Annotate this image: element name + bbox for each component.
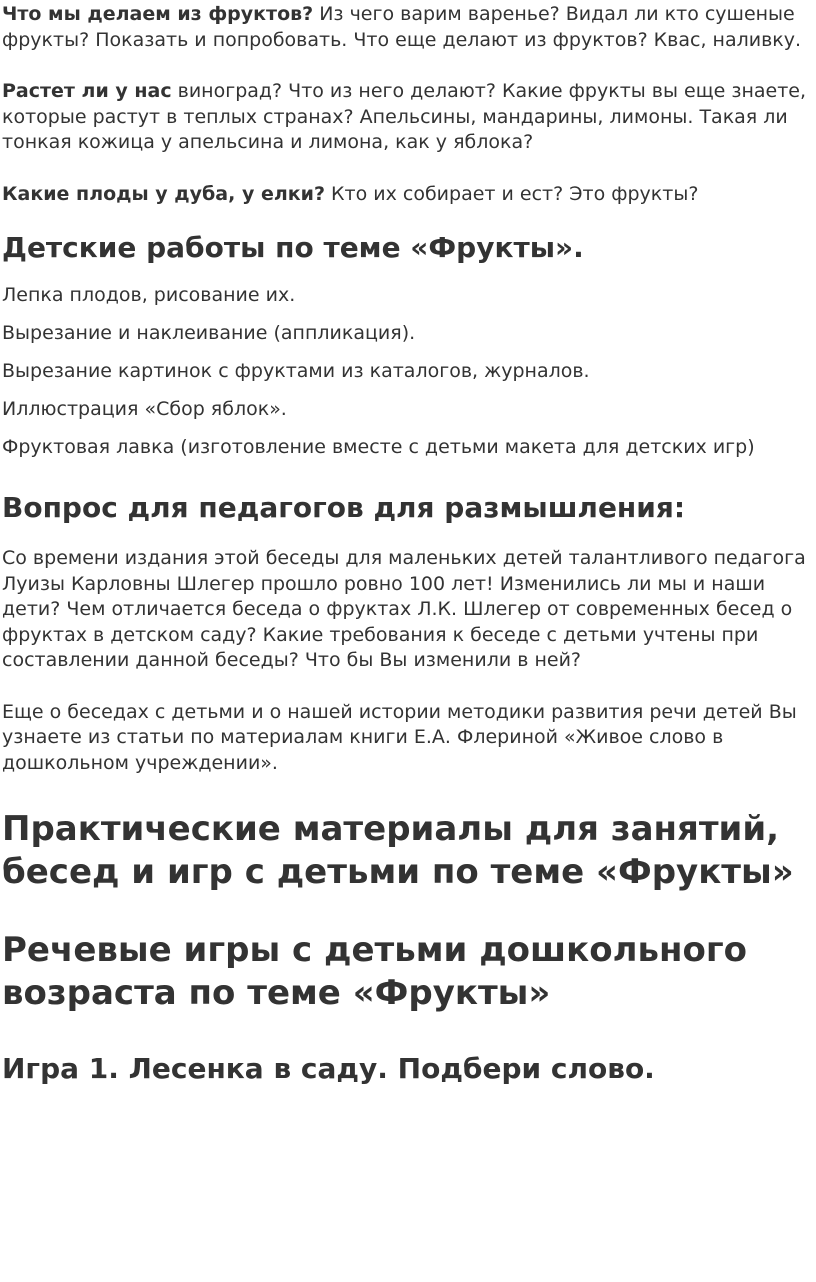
paragraph-text: Из чего варим варенье? Видал ли кто сушеные фрукты? Показать и попробовать. Что еще делают из фруктов? Квас, наливку. [2,3,802,51]
list-item: Вырезание и наклеивание (аппликация). [2,322,416,344]
list-item: Фруктовая лавка (изготовление вместе с детьми макета для детских игр) [2,436,755,458]
paragraph-fruit-uses [2,2,810,53]
list-item: Вырезание картинок с фруктами из каталогов, журналов. [2,360,590,382]
section-heading-teacher-question: Вопрос для педагогов для размышления: [2,491,686,524]
list-item: Иллюстрация «Сбор яблок». [2,398,287,420]
paragraph-text: виноград? Что из него делают? Какие фрукты вы еще знаете, которые растут в теплых странах? Апельсины, мандарины, лимоны. Такая ли тонкая кожица у апельсина и лимона, как у яблока? [2,80,807,153]
paragraph-further-reading: Еще о беседах с детьми и о нашей истории методики развития речи детей Вы узнаете из статьи по материалам книги Е.А. Флериной «Живое слово в дошкольном учреждении». [2,700,797,774]
paragraph-bold-lead: Что мы делаем из фруктов? [2,3,314,25]
heading-practical-materials: Практические материалы для занятий, бесед и игр с детьми по теме «Фрукты» [2,809,794,892]
paragraph-text: Кто их собирает и ест? Это фрукты? [324,182,699,205]
paragraph-oak-fir [2,182,810,208]
list-item: Лепка плодов, рисование их. [2,284,296,306]
paragraph-question-body: Со времени издания этой беседы для маленьких детей талантливого педагога Луизы Карловны Шлегер прошло ровно 100 лет! Изменились ли мы и наши дети? Чем отличается беседа о фруктах Л.К. Шлегер от современных бесед о фруктах в детском саду? Какие требования к беседе с детьми учтены при составлении данной беседы? Что бы Вы изменили в ней? [2,547,806,671]
paragraph-bold-lead: Какие плоды у дуба, у елки? [2,182,325,205]
section-heading-children-works: Детские работы по теме «Фрукты». [2,231,584,264]
heading-game-1: Игра 1. Лесенка в саду. Подбери слово. [2,1052,655,1085]
paragraph-grapes [2,79,810,156]
heading-speech-games: Речевые игры с детьми дошкольного возраста по теме «Фрукты» [2,930,747,1013]
paragraph-bold-lead: Растет ли у нас [2,80,172,102]
